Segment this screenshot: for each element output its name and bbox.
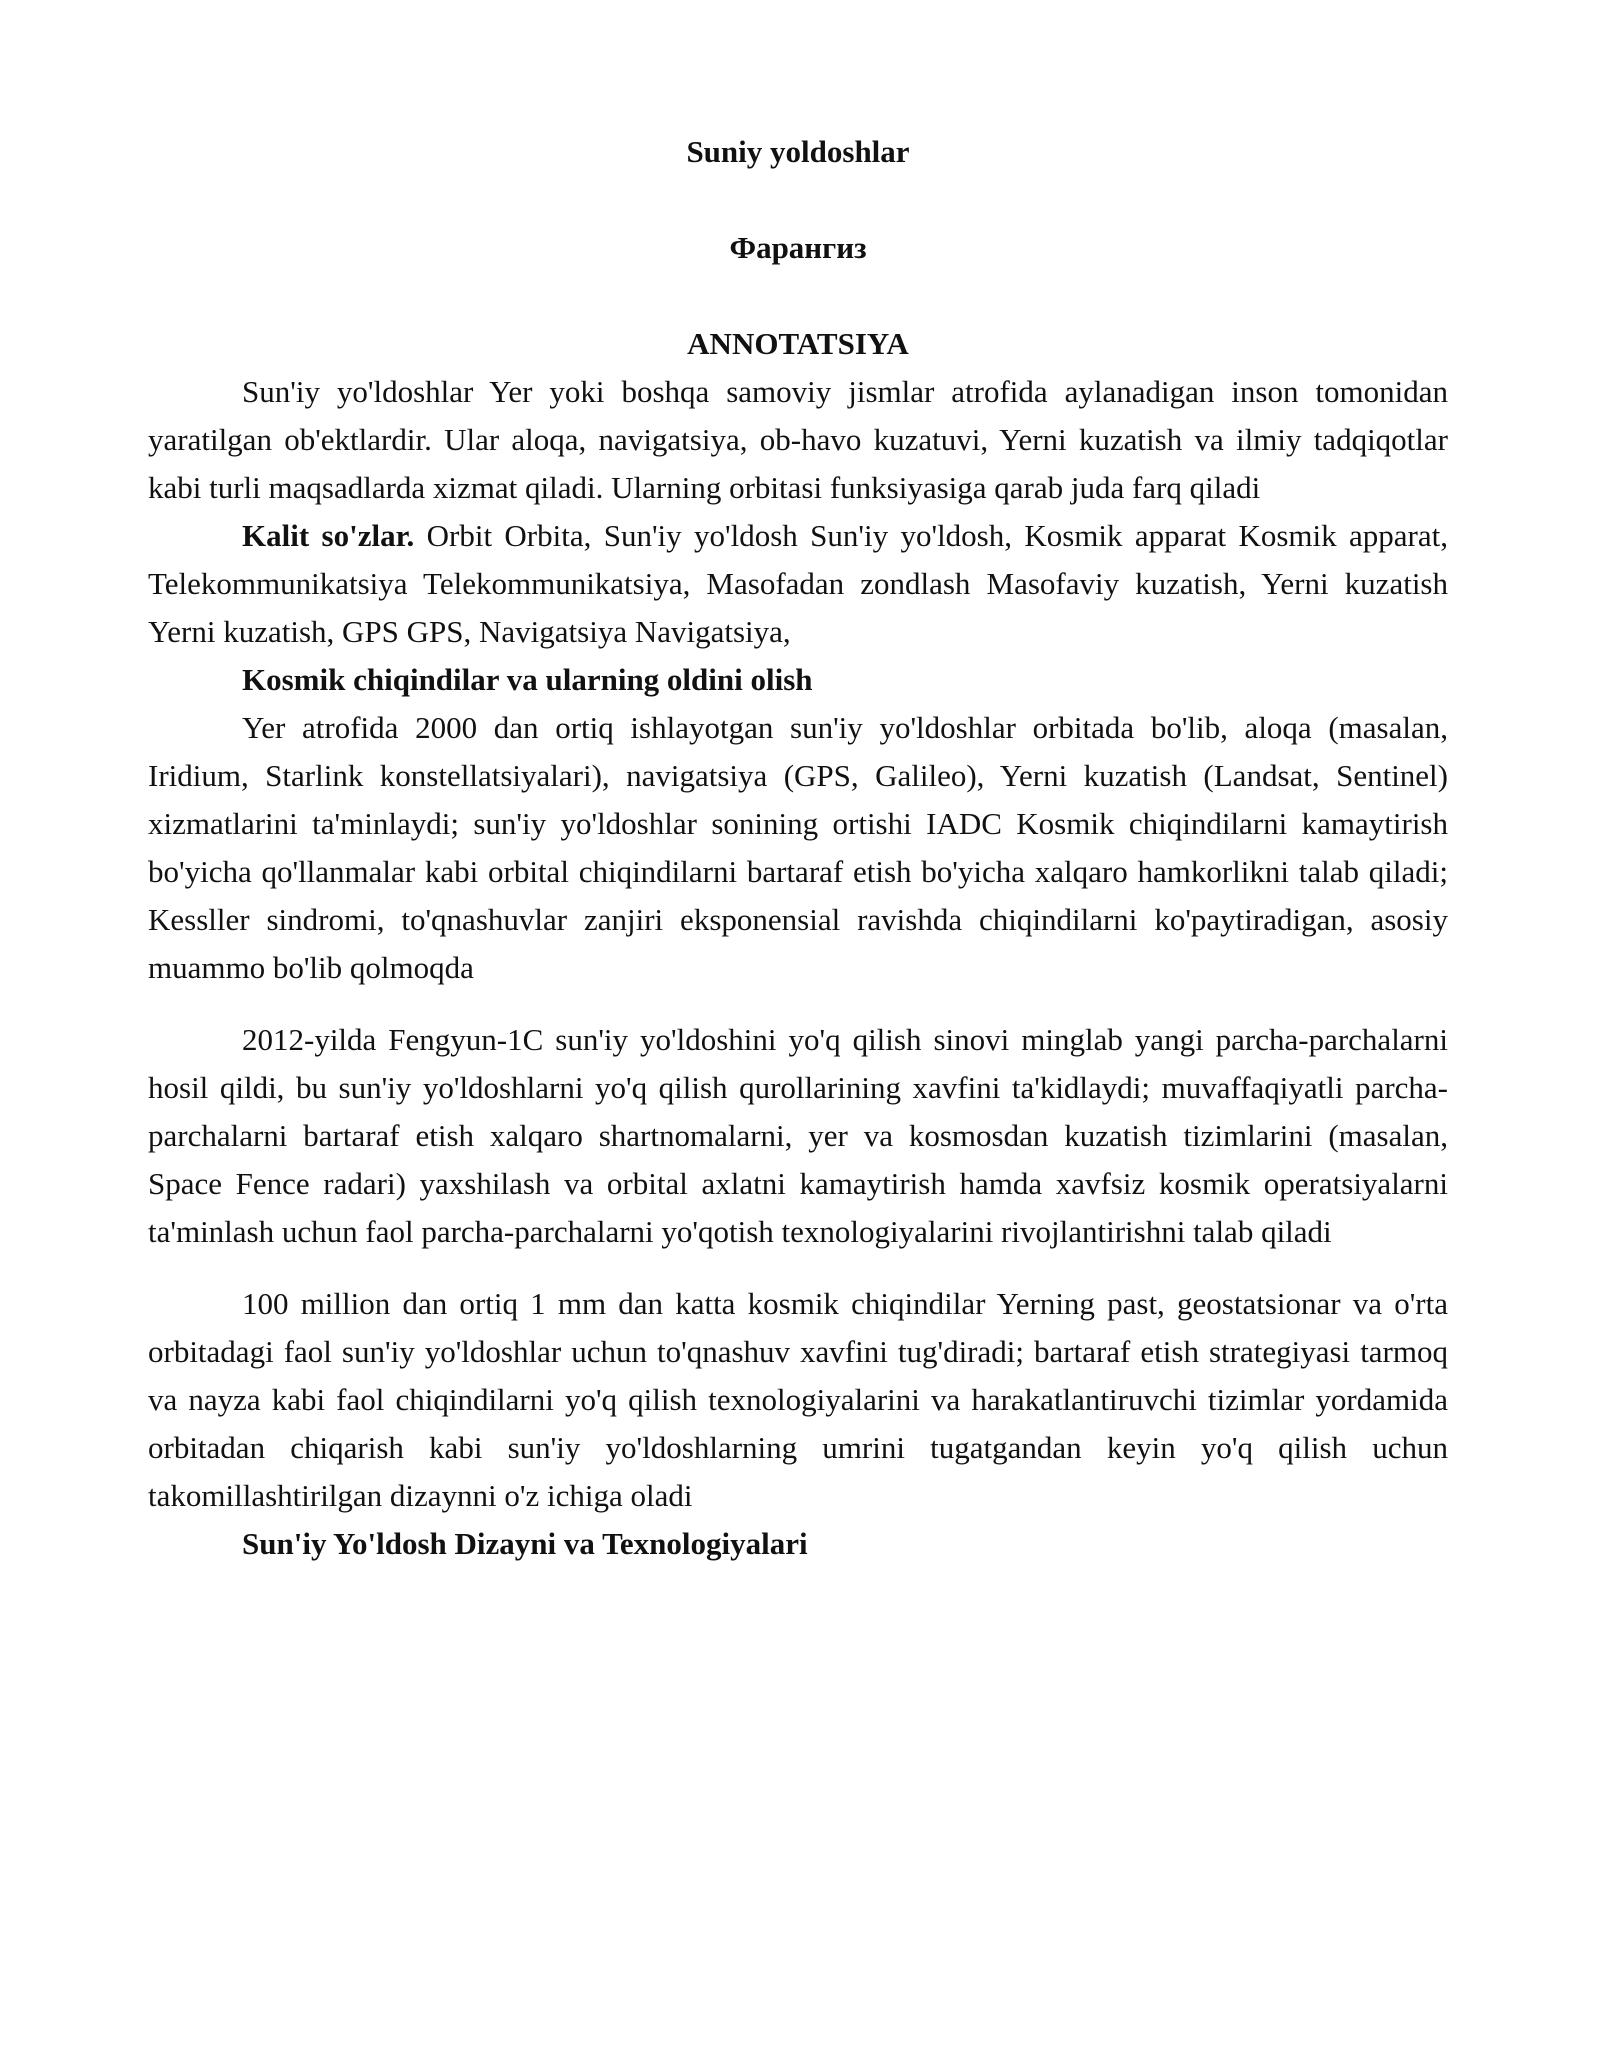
document-title: Suniy yoldoshlar (686, 134, 910, 169)
keywords-paragraph (148, 512, 1448, 656)
body-paragraph: 100 million dan ortiq 1 mm dan katta kosmik chiqindilar Yerning past, geostatsionar va o'rta orbitadagi faol sun'iy yo'ldoshlar uchun to'qnashuv xavfini tug'diradi; bartaraf etish strategiyasi tarmoq va nayza kabi faol chiqindilarni yo'q qilish texnologiyalarini va harakatlantiruvchi tizimlar yordamida orbitadan chiqarish kabi sun'iy yo'ldoshlarning umrini tugatgandan keyin yo'q qilish uchun takomillashtirilgan dizaynni o'z ichiga oladi (148, 1286, 1448, 1513)
document-content (148, 128, 1448, 1568)
document-author: Фарангиз (729, 230, 867, 265)
section-heading-space-debris: Kosmik chiqindilar va ularning oldini olish (242, 662, 813, 697)
body-paragraph: Yer atrofida 2000 dan ortiq ishlayotgan sun'iy yo'ldoshlar orbitada bo'lib, aloqa (masalan, Iridium, Starlink konstellatsiyalari), navigatsiya (GPS, Galileo), Yerni kuzatish (Landsat, Sentinel) xizmatlarini ta'minlaydi; sun'iy yo'ldoshlar sonining ortishi IADC Kosmik chiqindilarni kamaytirish bo'yicha qo'llanmalar kabi orbital chiqindilarni bartaraf etish bo'yicha xalqaro hamkorlikni talab qiladi; Kessller sindromi, to'qnashuvlar zanjiri eksponensial ravishda chiqindilarni ko'paytiradigan, asosiy muammo bo'lib qolmoqda (148, 710, 1448, 985)
body-paragraph: 2012-yilda Fengyun-1C sun'iy yo'ldoshini yo'q qilish sinovi minglab yangi parcha-parchalarni hosil qildi, bu sun'iy yo'ldoshlarni yo'q qilish qurollarining xavfini ta'kidlaydi; muvaffaqiyatli parcha-parchalarni bartaraf etish xalqaro shartnomalarni, yer va kosmosdan kuzatish tizimlarini (masalan, Space Fence radari) yaxshilash va orbital axlatni kamaytirish hamda xavfsiz kosmik operatsiyalarni ta'minlash uchun faol parcha-parchalarni yo'qotish texnologiyalarini rivojlantirishni talab qiladi (148, 1022, 1448, 1249)
keywords-label: Kalit so'zlar. (242, 518, 415, 553)
keywords-text: Orbit Orbita, Sun'iy yo'ldosh Sun'iy yo'ldosh, Kosmik apparat Kosmik apparat, Telekommunikatsiya Telekommunikatsiya, Masofadan zondlash Masofaviy kuzatish, Yerni kuzatish Yerni kuzatish, GPS GPS, Navigatsiya Navigatsiya, (148, 518, 1448, 649)
annotation-paragraph: Sun'iy yo'ldoshlar Yer yoki boshqa samoviy jismlar atrofida aylanadigan inson tomonidan yaratilgan ob'ektlardir. Ular aloqa, navigatsiya, ob-havo kuzatuvi, Yerni kuzatish va ilmiy tadqiqotlar kabi turli maqsadlarda xizmat qiladi. Ularning orbitasi funksiyasiga qarab juda farq qiladi (148, 374, 1448, 505)
annotation-heading: ANNOTATSIYA (687, 326, 909, 361)
section-heading-satellite-design: Sun'iy Yo'ldosh Dizayni va Texnologiyalari (242, 1526, 808, 1561)
